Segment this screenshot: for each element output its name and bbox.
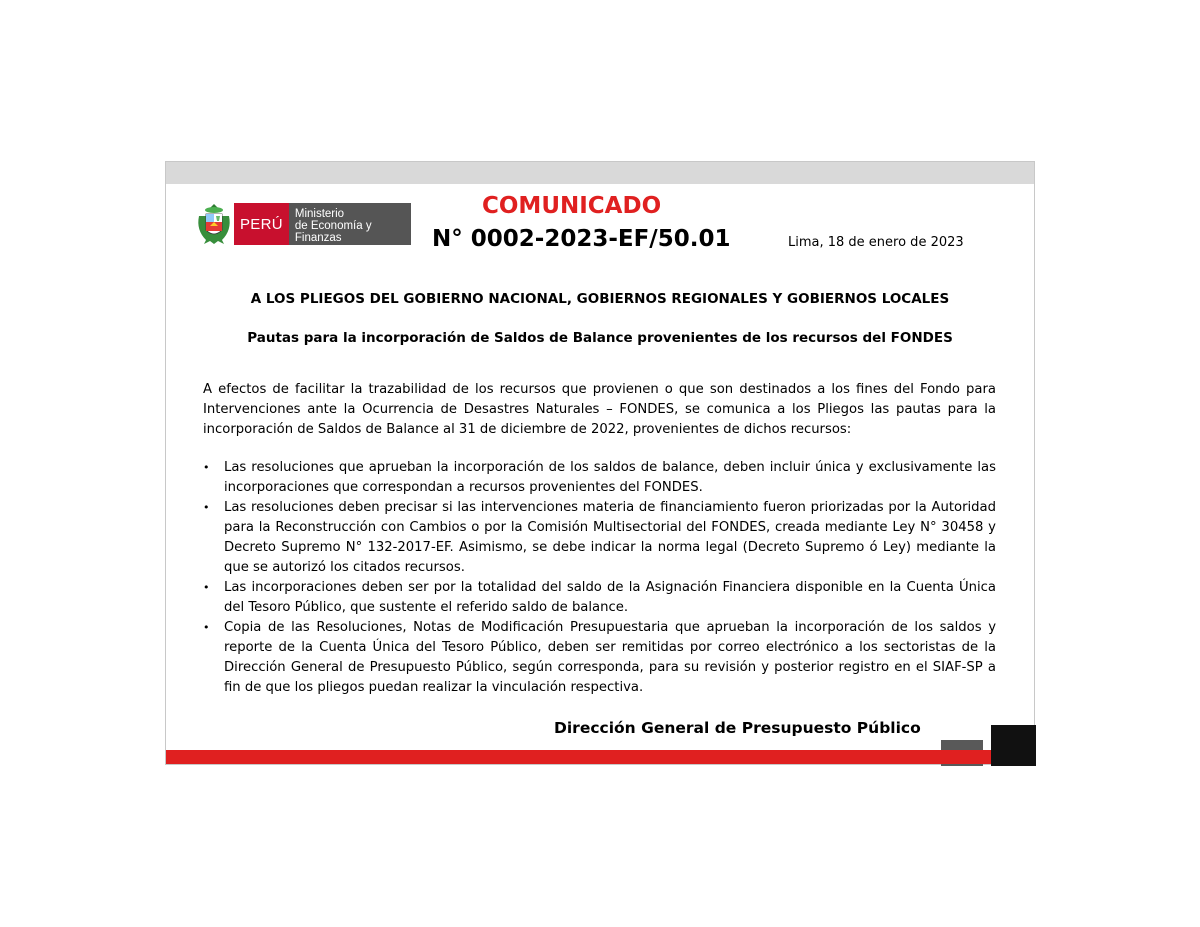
- document-date: Lima, 18 de enero de 2023: [788, 235, 964, 250]
- list-item-text: Copia de las Resoluciones, Notas de Modificación Presupuestaria que aprueban la incorporación de los saldos y reporte de la Cuenta Única del Tesoro Público, deben ser remitidas por correo electrónico a los sectoristas de la Dirección General de Presupuesto Público, según corresponda, para su revisión y posterior registro en el SIAF-SP a fin de que los pliegos puedan realizar la vinculación respectiva.: [224, 620, 996, 695]
- list-item-text: Las resoluciones que aprueban la incorporación de los saldos de balance, deben incluir única y exclusivamente las incorporaciones que correspondan a recursos provenientes del FONDES.: [224, 460, 996, 495]
- ministry-logo: [196, 202, 411, 246]
- communique-card: [165, 161, 1035, 765]
- bullet-icon: •: [203, 461, 210, 474]
- bottom-red-band: [166, 750, 991, 764]
- bullet-icon: •: [203, 501, 210, 514]
- document-number: N° 0002-2023-EF/50.01: [432, 226, 731, 252]
- list-item: [203, 618, 996, 698]
- subject-heading: Pautas para la incorporación de Saldos de Balance provenientes de los recursos del FONDES: [247, 330, 953, 346]
- list-item-text: Las incorporaciones deben ser por la totalidad del saldo de la Asignación Financiera disponible en la Cuenta Única del Tesoro Público, que sustente el referido saldo de balance.: [224, 580, 996, 615]
- logo-country-label: PERÚ: [240, 215, 283, 233]
- guidelines-list: [203, 458, 996, 698]
- list-item: [203, 458, 996, 498]
- list-item: [203, 578, 996, 618]
- bullet-icon: •: [203, 581, 210, 594]
- list-item: [203, 498, 996, 578]
- logo-ministry-block: [289, 203, 411, 245]
- list-item-text: Las resoluciones deben precisar si las intervenciones materia de financiamiento fueron priorizadas por la Autoridad para la Reconstrucción con Cambios o por la Comisión Multisectorial del FONDES, creada mediante Ley N° 30458 y Decreto Supremo N° 132-2017-EF. Asimismo, se debe indicar la norma legal (Decreto Supremo ó Ley) mediante la que se autorizó los citados recursos.: [224, 500, 996, 575]
- signature-line: Dirección General de Presupuesto Público: [554, 719, 921, 737]
- document-title: COMUNICADO: [482, 193, 662, 219]
- bullet-icon: •: [203, 621, 210, 634]
- top-gray-band: [166, 162, 1034, 184]
- coat-of-arms-icon: [196, 202, 232, 246]
- intro-paragraph: A efectos de facilitar la trazabilidad de los recursos que provienen o que son destinados a los fines del Fondo para Intervenciones ante la Ocurrencia de Desastres Naturales – FONDES, se comunica a los Pliegos las pautas para la incorporación de Saldos de Balance al 31 de diciembre de 2022, provenientes de dichos recursos:: [203, 382, 996, 437]
- decorative-black-block: [991, 725, 1036, 766]
- logo-country-block: [234, 203, 289, 245]
- addressee-heading: A LOS PLIEGOS DEL GOBIERNO NACIONAL, GOBIERNOS REGIONALES Y GOBIERNOS LOCALES: [250, 291, 950, 307]
- logo-ministry-line2: de Economía y Finanzas: [294, 219, 372, 244]
- logo-ministry-line1: Ministerio: [294, 207, 345, 220]
